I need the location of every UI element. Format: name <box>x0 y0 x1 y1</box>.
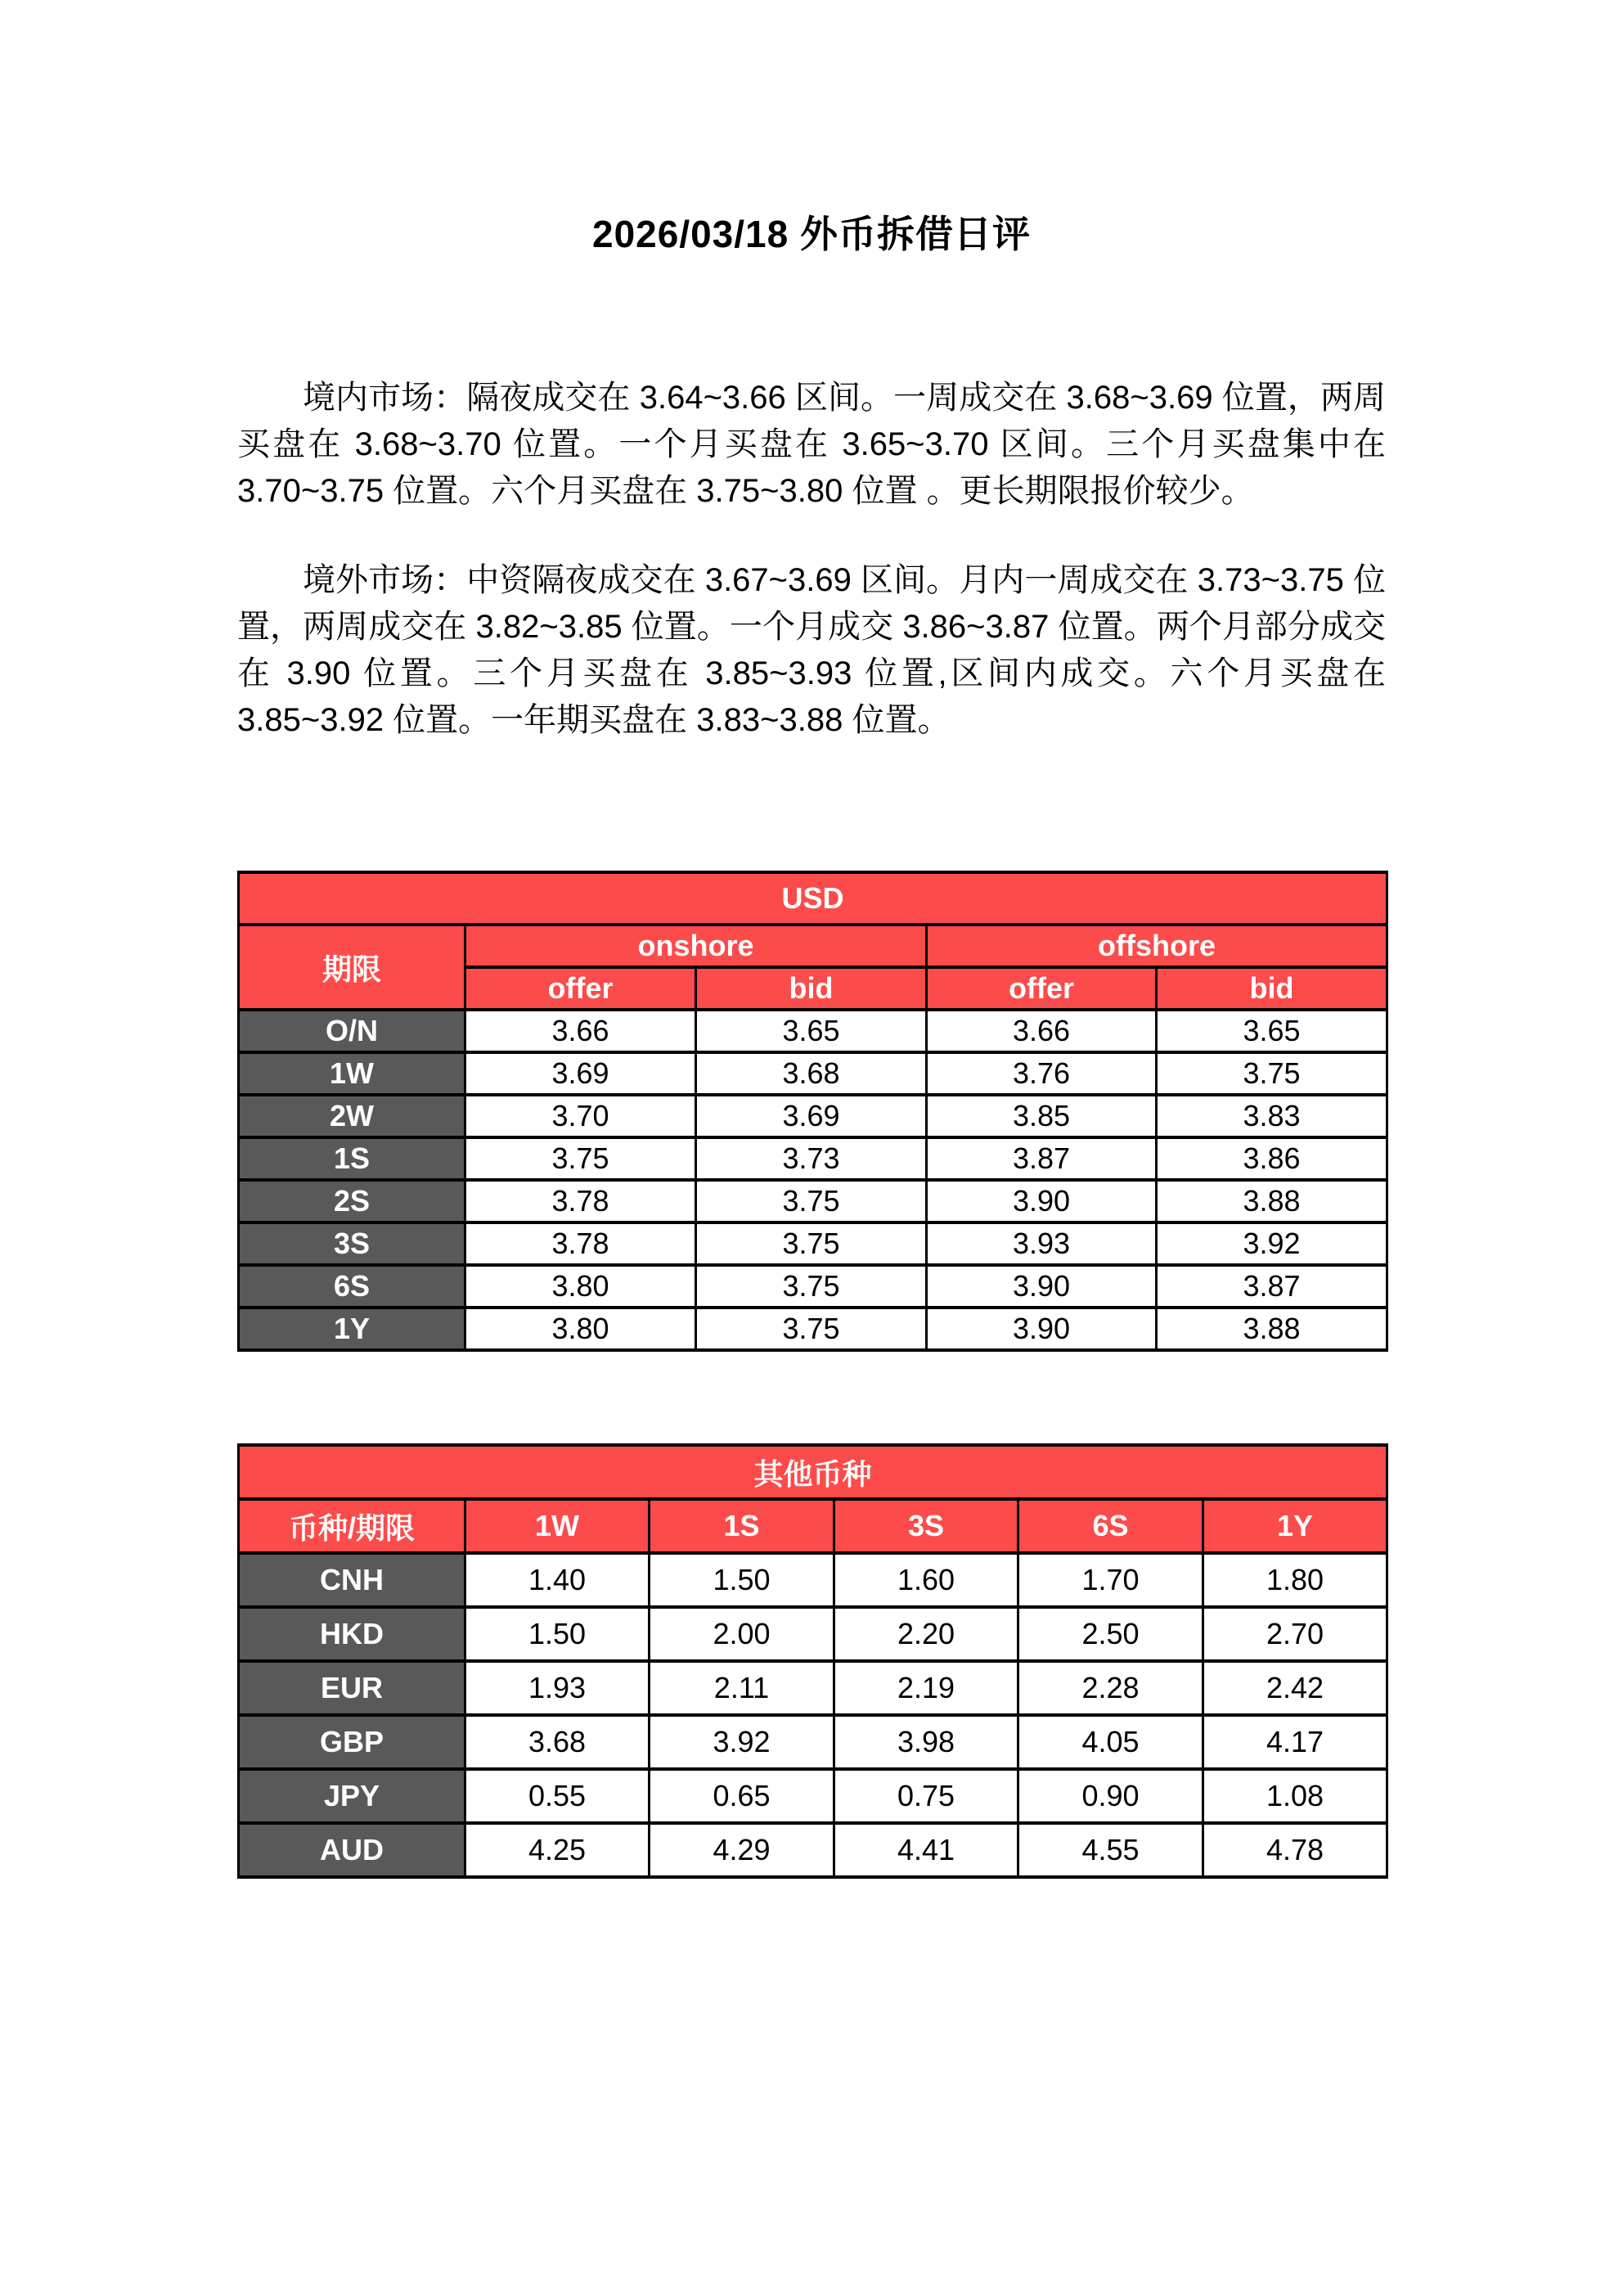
usd-value-cell: 3.69 <box>465 1052 696 1095</box>
usd-value-cell: 3.92 <box>1157 1222 1387 1265</box>
usd-value-cell: 3.75 <box>696 1222 927 1265</box>
other-value-cell: 1.50 <box>465 1607 650 1661</box>
other-corner-header: 币种/期限 <box>239 1499 465 1553</box>
other-value-cell: 4.25 <box>465 1823 650 1877</box>
other-value-cell: 1.93 <box>465 1661 650 1715</box>
other-value-cell: 2.28 <box>1018 1661 1203 1715</box>
usd-value-cell: 3.83 <box>1157 1095 1387 1137</box>
usd-table-row <box>239 1137 1387 1180</box>
other-value-cell: 2.70 <box>1203 1607 1387 1661</box>
usd-value-cell: 3.90 <box>927 1265 1157 1308</box>
other-value-cell: 2.00 <box>650 1607 834 1661</box>
other-value-cell: 4.17 <box>1203 1715 1387 1769</box>
other-value-cell: 4.78 <box>1203 1823 1387 1877</box>
usd-onshore-offer-header: offer <box>465 967 696 1010</box>
other-value-cell: 1.70 <box>1018 1553 1203 1607</box>
currency-label: JPY <box>239 1769 465 1823</box>
usd-table-row <box>239 1095 1387 1137</box>
other-col-header: 6S <box>1018 1499 1203 1553</box>
other-value-cell: 2.11 <box>650 1661 834 1715</box>
usd-value-cell: 3.87 <box>927 1137 1157 1180</box>
usd-onshore-header: onshore <box>465 925 927 967</box>
usd-value-cell: 3.80 <box>465 1308 696 1350</box>
currency-label: HKD <box>239 1607 465 1661</box>
usd-table-row <box>239 1265 1387 1308</box>
other-value-cell: 4.41 <box>834 1823 1018 1877</box>
usd-tenor-label: 1S <box>239 1137 465 1180</box>
other-table-title: 其他币种 <box>239 1445 1387 1499</box>
usd-table-row <box>239 1308 1387 1350</box>
usd-value-cell: 3.66 <box>465 1010 696 1052</box>
usd-value-cell: 3.76 <box>927 1052 1157 1095</box>
other-value-cell: 4.55 <box>1018 1823 1203 1877</box>
usd-tenor-header: 期限 <box>239 925 465 1010</box>
currency-label: CNH <box>239 1553 465 1607</box>
usd-value-cell: 3.75 <box>696 1180 927 1222</box>
usd-value-cell: 3.75 <box>696 1265 927 1308</box>
usd-tenor-label: O/N <box>239 1010 465 1052</box>
other-value-cell: 3.92 <box>650 1715 834 1769</box>
usd-tenor-label: 2S <box>239 1180 465 1222</box>
other-value-cell: 3.98 <box>834 1715 1018 1769</box>
other-table-row <box>239 1607 1387 1661</box>
other-table-row <box>239 1715 1387 1769</box>
other-value-cell: 4.05 <box>1018 1715 1203 1769</box>
usd-value-cell: 3.65 <box>696 1010 927 1052</box>
currency-label: GBP <box>239 1715 465 1769</box>
usd-value-cell: 3.87 <box>1157 1265 1387 1308</box>
document-title: 2026/03/18 外币拆借日评 <box>591 213 1031 255</box>
other-currency-table <box>237 1443 1388 1879</box>
usd-value-cell: 3.75 <box>465 1137 696 1180</box>
other-value-cell: 2.50 <box>1018 1607 1203 1661</box>
usd-value-cell: 3.90 <box>927 1308 1157 1350</box>
usd-value-cell: 3.88 <box>1157 1308 1387 1350</box>
other-value-cell: 1.60 <box>834 1553 1018 1607</box>
currency-label: AUD <box>239 1823 465 1877</box>
usd-table-row <box>239 1180 1387 1222</box>
other-value-cell: 2.19 <box>834 1661 1018 1715</box>
usd-value-cell: 3.75 <box>1157 1052 1387 1095</box>
paragraph-offshore-market: 境外市场：中资隔夜成交在 3.67~3.69 区间。月内一周成交在 3.73~3.75 位置，两周成交在 3.82~3.85 位置。一个月成交 3.86~3.87 位置。两个月部分成交在 3.90 位置。三个月买盘在 3.85~3.93 位置,区间内成交。六个月买盘在 3.85~3.92 位置。一年期买盘在 3.83~3.88 位置。 <box>237 562 1386 738</box>
other-col-header: 3S <box>834 1499 1018 1553</box>
other-value-cell: 0.75 <box>834 1769 1018 1823</box>
other-value-cell: 0.65 <box>650 1769 834 1823</box>
other-col-header: 1S <box>650 1499 834 1553</box>
other-value-cell: 1.80 <box>1203 1553 1387 1607</box>
usd-value-cell: 3.80 <box>465 1265 696 1308</box>
other-value-cell: 1.40 <box>465 1553 650 1607</box>
usd-offshore-header: offshore <box>927 925 1387 967</box>
other-table-row <box>239 1553 1387 1607</box>
usd-value-cell: 3.69 <box>696 1095 927 1137</box>
usd-value-cell: 3.70 <box>465 1095 696 1137</box>
usd-value-cell: 3.86 <box>1157 1137 1387 1180</box>
usd-tenor-label: 6S <box>239 1265 465 1308</box>
usd-offshore-offer-header: offer <box>927 967 1157 1010</box>
other-value-cell: 1.50 <box>650 1553 834 1607</box>
usd-value-cell: 3.85 <box>927 1095 1157 1137</box>
usd-value-cell: 3.78 <box>465 1180 696 1222</box>
usd-value-cell: 3.73 <box>696 1137 927 1180</box>
other-value-cell: 2.20 <box>834 1607 1018 1661</box>
usd-rate-table <box>237 871 1388 1352</box>
usd-table-row <box>239 1222 1387 1265</box>
usd-tenor-label: 2W <box>239 1095 465 1137</box>
document-body <box>237 375 1386 1879</box>
usd-value-cell: 3.88 <box>1157 1180 1387 1222</box>
usd-value-cell: 3.68 <box>696 1052 927 1095</box>
currency-label: EUR <box>239 1661 465 1715</box>
usd-offshore-bid-header: bid <box>1157 967 1387 1010</box>
usd-value-cell: 3.66 <box>927 1010 1157 1052</box>
usd-value-cell: 3.78 <box>465 1222 696 1265</box>
usd-tenor-label: 1W <box>239 1052 465 1095</box>
usd-onshore-bid-header: bid <box>696 967 927 1010</box>
usd-table-row <box>239 1010 1387 1052</box>
other-value-cell: 0.55 <box>465 1769 650 1823</box>
usd-value-cell: 3.90 <box>927 1180 1157 1222</box>
other-table-row <box>239 1823 1387 1877</box>
other-col-header: 1Y <box>1203 1499 1387 1553</box>
other-table-row <box>239 1769 1387 1823</box>
other-value-cell: 0.90 <box>1018 1769 1203 1823</box>
usd-table-title: USD <box>239 872 1387 925</box>
other-value-cell: 1.08 <box>1203 1769 1387 1823</box>
other-col-header: 1W <box>465 1499 650 1553</box>
usd-tenor-label: 3S <box>239 1222 465 1265</box>
usd-tenor-label: 1Y <box>239 1308 465 1350</box>
other-value-cell: 2.42 <box>1203 1661 1387 1715</box>
usd-value-cell: 3.65 <box>1157 1010 1387 1052</box>
usd-table-row <box>239 1052 1387 1095</box>
other-value-cell: 3.68 <box>465 1715 650 1769</box>
other-value-cell: 4.29 <box>650 1823 834 1877</box>
usd-value-cell: 3.75 <box>696 1308 927 1350</box>
usd-value-cell: 3.93 <box>927 1222 1157 1265</box>
other-table-row <box>239 1661 1387 1715</box>
paragraph-domestic-market: 境内市场：隔夜成交在 3.64~3.66 区间。一周成交在 3.68~3.69 位置，两周买盘在 3.68~3.70 位置。一个月买盘在 3.65~3.70 区间。三个月买盘集中在 3.70~3.75 位置。六个月买盘在 3.75~3.80 位置 。更长期限报价较少。 <box>237 380 1386 509</box>
